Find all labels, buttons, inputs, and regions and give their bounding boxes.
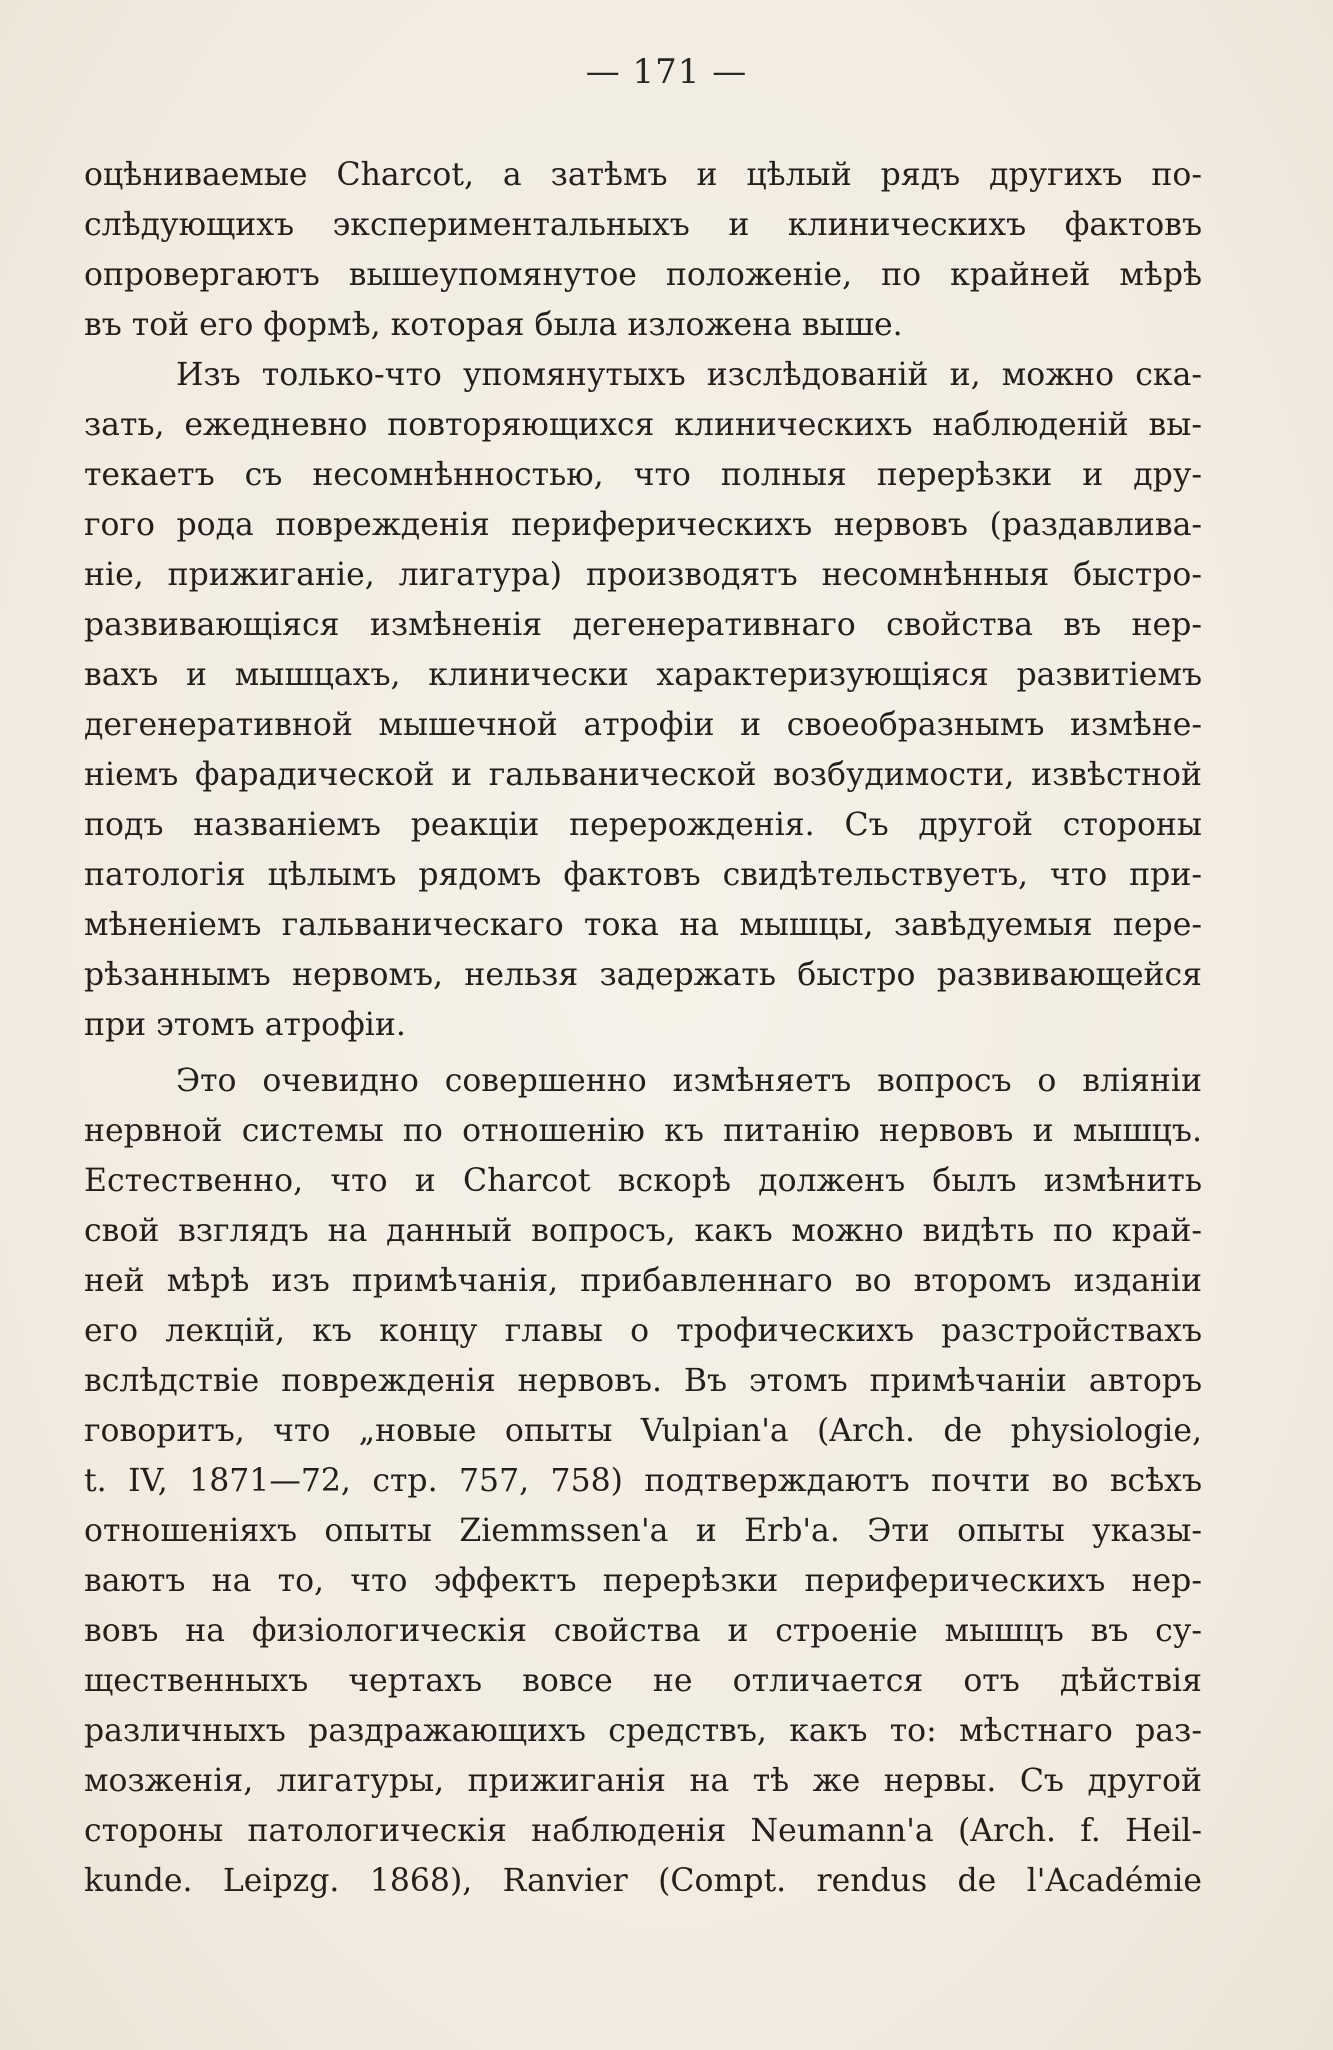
text-line: различныхъ раздражающихъ средствъ, какъ то: мѣстнаго раз- xyxy=(84,1713,1202,1749)
text-line: Естественно, что и Charcot вскорѣ долженъ былъ измѣнить xyxy=(84,1163,1202,1199)
text-line: ніемъ фарадической и гальванической возбудимости, извѣстной xyxy=(84,757,1202,793)
text-line: ніе, прижиганіе, лигатура) производятъ несомнѣнныя быстро- xyxy=(84,557,1202,593)
text-line: мозженія, лигатуры, прижиганія на тѣ же нервы. Съ другой xyxy=(84,1763,1202,1799)
page-number: — 171 — xyxy=(585,52,748,92)
text-line: подъ названіемъ реакціи перерожденія. Съ другой стороны xyxy=(84,807,1202,843)
paragraph-3 xyxy=(84,1056,1202,1906)
text-line: гого рода поврежденія периферическихъ нервовъ (раздавлива- xyxy=(84,507,1202,543)
text-line: развивающіяся измѣненія дегенеративнаго свойства въ нер- xyxy=(84,607,1202,643)
text-line: отношеніяхъ опыты Ziemmssen'а и Erb'а. Эти опыты указы- xyxy=(84,1513,1202,1549)
text-line: мѣненіемъ гальваническаго тока на мышцы, завѣдуемыя пере- xyxy=(84,907,1202,943)
text-line: нервной системы по отношенію къ питанію нервовъ и мышцъ. xyxy=(84,1113,1202,1149)
text-line: говоритъ, что „новые опыты Vulpian'а (Arch. de physiologie, xyxy=(84,1413,1202,1449)
text-line: опровергаютъ вышеупомянутое положеніе, по крайней мѣрѣ xyxy=(84,257,1202,293)
text-line: Изъ только-что упомянутыхъ изслѣдованій и, можно ска- xyxy=(176,357,1202,393)
text-line: щественныхъ чертахъ вовсе не отличается отъ дѣйствія xyxy=(84,1663,1202,1699)
text-line: дегенеративной мышечной атрофіи и своеобразнымъ измѣне- xyxy=(84,707,1202,743)
text-line: ваютъ на то, что эффектъ перерѣзки периферическихъ нер- xyxy=(84,1563,1202,1599)
text-line: вовъ на физіологическія свойства и строеніе мышцъ въ су- xyxy=(84,1613,1202,1649)
text-line: ней мѣрѣ изъ примѣчанія, прибавленнаго во второмъ изданіи xyxy=(84,1263,1202,1299)
text-line: слѣдующихъ экспериментальныхъ и клиническихъ фактовъ xyxy=(84,207,1202,243)
paragraph-1 xyxy=(84,150,1202,350)
text-line: стороны патологическія наблюденія Neumann'а (Arch. f. Heil- xyxy=(84,1813,1202,1849)
paragraph-2 xyxy=(84,350,1202,1050)
text-line: зать, ежедневно повторяющихся клиническихъ наблюденій вы- xyxy=(84,407,1202,443)
text-line: въ той его формѣ, которая была изложена выше. xyxy=(84,307,903,343)
text-line: патологія цѣлымъ рядомъ фактовъ свидѣтельствуетъ, что при- xyxy=(84,857,1202,893)
text-line: текаетъ съ несомнѣнностью, что полныя перерѣзки и дру- xyxy=(84,457,1202,493)
text-line: свой взглядъ на данный вопросъ, какъ можно видѣть по край- xyxy=(84,1213,1202,1249)
text-line: вслѣдствіе поврежденія нервовъ. Въ этомъ примѣчаніи авторъ xyxy=(84,1363,1202,1399)
text-line: kunde. Leipzg. 1868), Ranvier (Compt. rendus de l'Académie xyxy=(84,1863,1202,1899)
text-body xyxy=(84,150,1202,1906)
text-line: при этомъ атрофіи. xyxy=(84,1007,406,1043)
text-line: Это очевидно совершенно измѣняетъ вопросъ о вліяніи xyxy=(176,1063,1202,1099)
text-line: вахъ и мышцахъ, клинически характеризующіяся развитіемъ xyxy=(84,657,1202,693)
text-line: его лекцій, къ концу главы о трофическихъ разстройствахъ xyxy=(84,1313,1202,1349)
text-line: t. IV, 1871—72, стр. 757, 758) подтверждаютъ почти во всѣхъ xyxy=(84,1463,1202,1499)
text-line: рѣзаннымъ нервомъ, нельзя задержать быстро развивающейся xyxy=(84,957,1202,993)
text-line: оцѣниваемые Charcot, а затѣмъ и цѣлый рядъ другихъ по- xyxy=(84,157,1202,193)
